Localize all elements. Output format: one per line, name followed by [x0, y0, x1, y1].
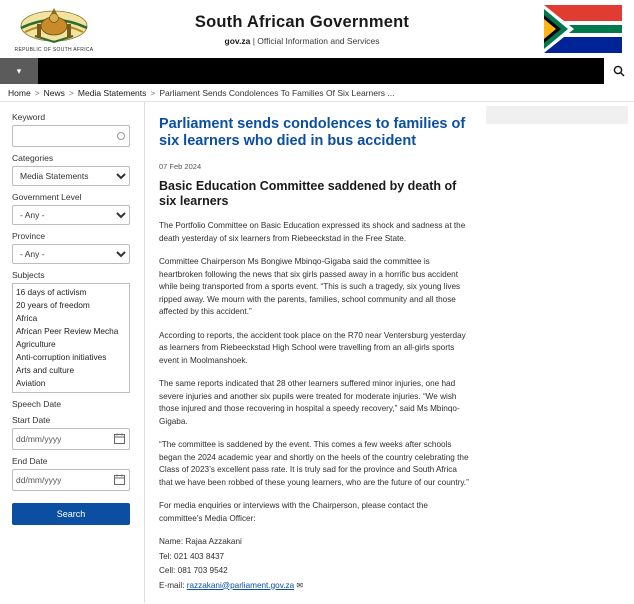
list-item[interactable]: Aviation: [16, 378, 46, 388]
subjects-listbox[interactable]: [12, 283, 130, 393]
calendar-icon[interactable]: [114, 474, 125, 485]
breadcrumb-separator: >: [150, 87, 156, 98]
province-select[interactable]: [12, 244, 130, 264]
article-paragraph: According to reports, the accident took place on the R70 near Ventersburg yesterday as learners from Riebeeckstad High School were travelling from an all-girls sports event in Moolmanshoek.: [159, 330, 466, 365]
contact-email-line: [159, 580, 470, 593]
site-tagline: [62, 36, 542, 46]
site-header: [0, 0, 634, 58]
site-domain: gov.za: [224, 35, 251, 46]
list-item[interactable]: 16 days of activism: [16, 287, 87, 297]
breadcrumb-item-home[interactable]: Home: [8, 87, 31, 98]
contact-email-label: E-mail:: [159, 580, 187, 590]
article-paragraph: For media enquiries or interviews with the Chairperson, please contact the committee’s Media Officer:: [159, 501, 428, 523]
end-date-label: End Date: [12, 456, 48, 466]
subjects-label: Subjects: [12, 270, 45, 280]
list-item[interactable]: 20 years of freedom: [16, 300, 90, 310]
government-level-label: Government Level: [12, 192, 82, 202]
coat-of-arms: [6, 1, 102, 57]
rail-placeholder: [486, 106, 628, 124]
article-paragraph: Committee Chairperson Ms Bongiwe Mbinqo-Gigaba said the committee is heartbroken following the news that six girls passed away in a horrific bus accident while being transported from a sports event. “This is such a tragedy, six young lives ripped away. We mourn with the parents, families, school community and all those affected by this accident.”: [159, 257, 461, 316]
search-submit-button[interactable]: Search: [12, 503, 130, 525]
breadcrumb: [0, 84, 634, 102]
right-rail: [484, 102, 634, 603]
list-item[interactable]: African Peer Review Mecha: [16, 326, 119, 336]
list-item[interactable]: [16, 390, 129, 393]
start-date-row: [12, 428, 130, 450]
breadcrumb-separator: >: [68, 87, 74, 98]
start-date-label: Start Date: [12, 415, 51, 425]
clear-icon[interactable]: [117, 132, 125, 140]
main-navbar: [0, 58, 634, 84]
list-item[interactable]: Africa: [16, 313, 38, 323]
list-item[interactable]: Agriculture: [16, 339, 56, 349]
publish-date: 07 Feb 2024: [159, 162, 202, 171]
breadcrumb-item-current: Parliament Sends Condolences To Families Of Six Learners ...: [159, 87, 395, 98]
coat-of-arms-caption: REPUBLIC OF SOUTH AFRICA: [14, 46, 94, 53]
list-item[interactable]: Anti-corruption initiatives: [16, 352, 107, 362]
categories-select[interactable]: [12, 166, 130, 186]
speech-date-label: Speech Date: [12, 399, 62, 409]
keyword-label: Keyword: [12, 112, 46, 122]
article-subtitle: Basic Education Committee saddened by death of six learners: [159, 179, 457, 208]
contact-email-link[interactable]: razzakani@parliament.gov.za: [186, 580, 295, 590]
search-icon: [613, 65, 625, 77]
contact-name: Name: Rajaa Azzakani: [159, 537, 242, 546]
end-date-input[interactable]: [12, 469, 130, 491]
list-item[interactable]: Arts and culture: [16, 365, 75, 375]
categories-label: Categories: [12, 153, 54, 163]
south-africa-flag-icon: [542, 4, 624, 54]
article-content: [144, 102, 484, 603]
start-date-input[interactable]: [12, 428, 130, 450]
contact-tel: Tel: 021 403 8437: [159, 551, 225, 561]
site-tagline-text: | Official Information and Services: [252, 35, 380, 46]
menu-toggle-button[interactable]: [0, 58, 38, 84]
article-paragraph: The same reports indicated that 28 other learners suffered minor injuries, one had severe injuries and another six pupils were treated for moderate injuries. “We wish those injured and those recovering in hospital a speedy recovery,” said Ms Mbinqo-Gigaba.: [159, 379, 460, 426]
breadcrumb-separator: >: [34, 87, 40, 98]
end-date-row: [12, 469, 130, 491]
breadcrumb-item-media-statements[interactable]: Media Statements: [77, 87, 147, 98]
site-title-block: [62, 13, 542, 46]
site-title: South African Government: [194, 12, 410, 31]
breadcrumb-item-news[interactable]: News: [43, 87, 65, 98]
chevron-down-icon: ▾: [16, 65, 22, 76]
province-label: Province: [12, 231, 46, 241]
filter-sidebar: [0, 102, 144, 603]
keyword-input-wrap: [12, 125, 130, 147]
page-title: Parliament sends condolences to families of six learners who died in bus accident: [159, 116, 466, 149]
government-level-select[interactable]: [12, 205, 130, 225]
calendar-icon[interactable]: [114, 433, 125, 444]
envelope-icon: ✉: [296, 580, 304, 590]
coat-of-arms-graphic: [17, 6, 91, 46]
article-paragraph: “The committee is saddened by the event. This comes a few weeks after schools began the 2024 academic year and shortly on the heels of the country celebrating the Class of 2023’s excellent pass rate. It is truly sad for the province and South Africa that we have been robbed of these young learners, who are the future of our country.”: [159, 440, 469, 487]
keyword-input[interactable]: [12, 125, 130, 147]
search-button[interactable]: [604, 58, 634, 84]
contact-cell: Cell: 081 703 9542: [159, 566, 228, 575]
article-paragraph: The Portfolio Committee on Basic Education expressed its shock and sadness at the death yesterday of six learners from Riebeeckstad in the Free State.: [159, 221, 466, 243]
page-body: [0, 102, 634, 603]
